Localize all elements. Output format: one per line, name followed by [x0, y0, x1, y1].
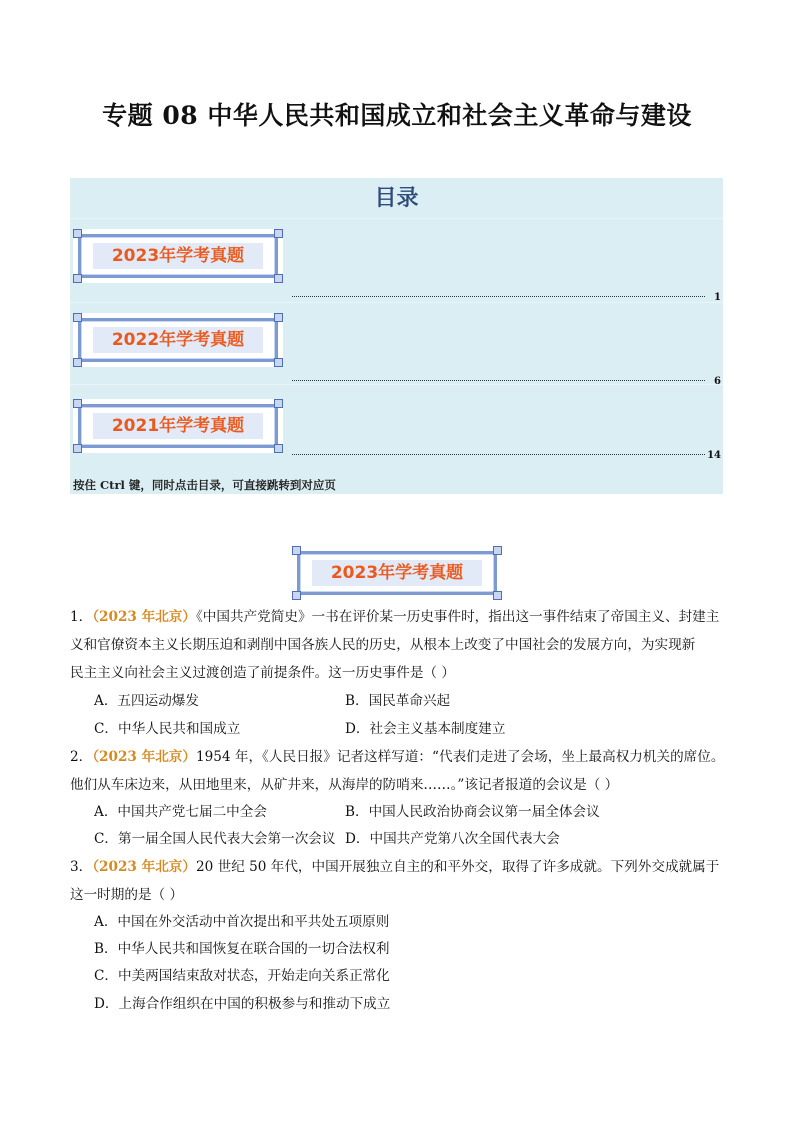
option-c[interactable]: C．第一届全国人民代表大会第一次会议: [94, 831, 336, 847]
toc-item[interactable]: [70, 218, 723, 301]
question-1: [70, 603, 730, 687]
toc-heading: 目录: [374, 186, 419, 211]
option-d[interactable]: D．中国共产党第八次全国代表大会: [345, 831, 560, 847]
question-line: 民主主义向社会主义过渡创造了前提条件。这一历史事件是（ ）: [70, 665, 455, 681]
question-line: 20 世纪 50 年代，中国开展独立自主的和平外交，取得了许多成就。下列外交成就属于: [196, 859, 720, 875]
toc-leader: [292, 454, 705, 455]
option-d[interactable]: D．社会主义基本制度建立: [345, 721, 506, 737]
section-badge: [292, 546, 502, 600]
option-b[interactable]: B．国民革命兴起: [345, 693, 451, 709]
toc-leader: [292, 296, 705, 297]
option-b[interactable]: B．中华人民共和国恢复在联合国的一切合法权利: [94, 941, 390, 957]
toc-item-badge[interactable]: [73, 229, 283, 283]
option-a[interactable]: A．中国在外交活动中首次提出和平共处五项原则: [94, 914, 390, 930]
option-c[interactable]: C．中华人民共和国成立: [94, 721, 241, 737]
option-a[interactable]: A．中国共产党七届二中全会: [94, 804, 267, 820]
toc-item-label: 2021年学考真题: [111, 416, 245, 436]
question-line: 《中国共产党简史》一书在评价某一历史事件时，指出这一事件结束了帝国主义、封建主: [196, 609, 720, 625]
question-line: 他们从车床边来，从田地里来，从矿井来，从海岸的防哨来……。”该记者报道的会议是（ ）: [70, 777, 619, 793]
option-a[interactable]: A．五四运动爆发: [94, 693, 199, 709]
section-label: 2023年学考真题: [330, 563, 464, 583]
question-3: [70, 853, 730, 909]
question-text: [70, 853, 730, 881]
toc-item-badge[interactable]: [73, 313, 283, 367]
question-line: 义和官僚资本主义长期压迫和剥削中国各族人民的历史，从根本上改变了中国社会的发展方向，为实现新: [70, 637, 696, 653]
toc-page-number[interactable]: 1: [714, 292, 721, 303]
table-of-contents: [70, 178, 723, 494]
question-number: 1．: [70, 609, 93, 625]
page-title: 专题 08 中华人民共和国成立和社会主义革命与建设: [102, 101, 692, 130]
toc-item[interactable]: [70, 302, 723, 385]
toc-item[interactable]: [70, 384, 723, 467]
question-number: 2．: [70, 749, 93, 765]
option-c[interactable]: C．中美两国结束敌对状态，开始走向关系正常化: [94, 968, 390, 984]
question-line: 1954 年，《人民日报》记者这样写道：“代表们走进了会场，坐上最高权力机关的席位。: [196, 749, 725, 765]
question-source-tag: （2023 年北京）: [92, 859, 196, 875]
toc-page-number[interactable]: 14: [707, 450, 721, 461]
toc-note: 按住 Ctrl 键，同时点击目录，可直接跳转到对应页: [73, 478, 336, 492]
question-text: [70, 603, 730, 631]
toc-item-badge[interactable]: [73, 399, 283, 453]
toc-page-number[interactable]: 6: [714, 376, 721, 387]
question-source-tag: （2023 年北京）: [92, 609, 196, 625]
option-b[interactable]: B．中国人民政治协商会议第一届全体会议: [345, 804, 600, 820]
question-line: 这一时期的是（ ）: [70, 887, 184, 903]
question-text: [70, 743, 730, 771]
question-2: [70, 743, 730, 799]
option-d[interactable]: D．上海合作组织在中国的积极参与和推动下成立: [94, 996, 391, 1012]
toc-item-label: 2022年学考真题: [111, 330, 245, 350]
toc-item-label: 2023年学考真题: [111, 246, 245, 266]
question-source-tag: （2023 年北京）: [92, 749, 196, 765]
toc-leader: [292, 380, 705, 381]
question-number: 3．: [70, 859, 93, 875]
